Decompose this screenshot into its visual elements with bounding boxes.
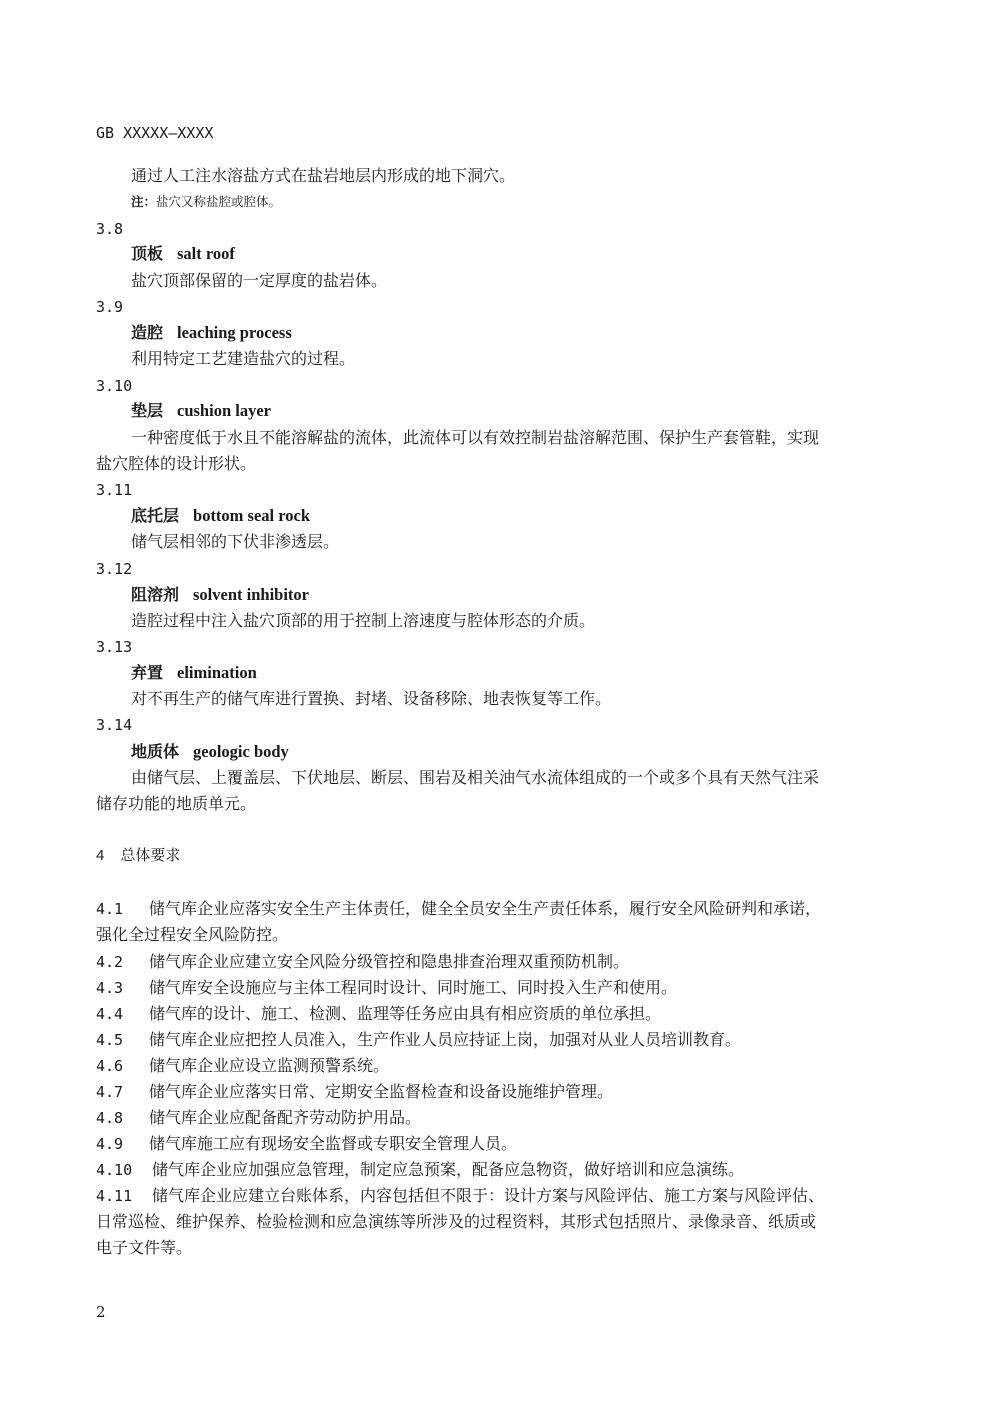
clause: [96, 952, 629, 972]
term-definition-cont: 储存功能的地质单元。: [96, 794, 257, 813]
term-en: leaching process: [177, 323, 292, 342]
clause-text: 储气库企业应落实安全生产主体责任，健全全员安全生产责任体系，履行安全风险研判和承诺，: [149, 899, 822, 918]
clause-number: 4.6: [96, 1057, 124, 1075]
clause: [96, 1030, 741, 1050]
note-text: 盐穴又称盐腔或腔体。: [156, 194, 282, 209]
term-definition: 通过人工注水溶盐方式在盐岩地层内形成的地下洞穴。: [131, 166, 516, 185]
clause: [96, 1004, 661, 1024]
clause-text: 储气库的设计、施工、检测、监理等任务应由具有相应资质的单位承担。: [149, 1004, 662, 1023]
clause-text: 储气库企业应设立监测预警系统。: [149, 1056, 390, 1075]
term-en: cushion layer: [177, 401, 271, 420]
term-number: 3.12: [96, 560, 133, 578]
clause-text-cont: 电子文件等。: [96, 1238, 193, 1257]
term-zh: 阻溶剂: [131, 585, 180, 604]
clause: [96, 1160, 744, 1180]
term-en: solvent inhibitor: [193, 585, 309, 604]
clause: [96, 978, 677, 998]
term-number: 3.14: [96, 716, 133, 734]
clause-number: 4.1: [96, 900, 124, 918]
term-definition-cont: 盐穴腔体的设计形状。: [96, 454, 257, 473]
clause-text: 储气库施工应有现场安全监督或专职安全管理人员。: [149, 1134, 518, 1153]
term-number: 3.8: [96, 220, 124, 238]
term-heading: [131, 742, 289, 762]
clause-number: 4.10: [96, 1161, 133, 1179]
term-heading: [131, 323, 292, 343]
clause-text-cont: 日常巡检、维护保养、检验检测和应急演练等所涉及的过程资料，其形式包括照片、录像录音、纸质或: [96, 1212, 817, 1231]
term-heading: [131, 401, 271, 421]
term-number: 3.9: [96, 298, 124, 316]
term-zh: 顶板: [131, 244, 164, 263]
clause-text: 储气库企业应建立台账体系，内容包括但不限于：设计方案与风险评估、施工方案与风险评估、: [152, 1186, 825, 1205]
clause: [96, 1134, 517, 1154]
section-heading: [96, 846, 180, 866]
term-number: 3.13: [96, 638, 133, 656]
clause: [96, 1108, 421, 1128]
term-heading: [131, 663, 257, 683]
term-number: 3.11: [96, 481, 133, 499]
term-heading: [131, 506, 310, 526]
clause: [96, 1186, 824, 1206]
term-en: bottom seal rock: [193, 506, 311, 525]
clause-text: 储气库企业应建立安全风险分级管控和隐患排查治理双重预防机制。: [149, 952, 630, 971]
term-definition: 由储气层、上覆盖层、下伏地层、断层、围岩及相关油气水流体组成的一个或多个具有天然气注采: [131, 768, 820, 787]
term-en: elimination: [177, 663, 257, 682]
term-number: 3.10: [96, 377, 133, 395]
clause-number: 4.11: [96, 1187, 133, 1205]
term-zh: 造腔: [131, 323, 164, 342]
section-title: 总体要求: [120, 847, 181, 864]
term-definition: 造腔过程中注入盐穴顶部的用于控制上溶速度与腔体形态的介质。: [131, 611, 596, 630]
term-definition: 储气层相邻的下伏非渗透层。: [131, 532, 340, 551]
clause-number: 4.3: [96, 979, 124, 997]
clause-text-cont: 强化全过程安全风险防控。: [96, 925, 289, 944]
term-en: geologic body: [193, 742, 289, 761]
clause-number: 4.7: [96, 1083, 124, 1101]
term-heading: [131, 585, 309, 605]
clause-text: 储气库企业应把控人员准入，生产作业人员应持证上岗，加强对从业人员培训教育。: [149, 1030, 742, 1049]
clause: [96, 1056, 389, 1076]
clause-number: 4.5: [96, 1031, 124, 1049]
clause-number: 4.8: [96, 1109, 124, 1127]
clause-text: 储气库企业应配备配齐劳动防护用品。: [149, 1108, 422, 1127]
clause: [96, 899, 821, 919]
clause: [96, 1082, 613, 1102]
clause-number: 4.4: [96, 1005, 124, 1023]
page-number: 2: [96, 1303, 106, 1321]
standard-code: GB XXXXX—XXXX: [96, 124, 214, 142]
clause-text: 储气库企业应加强应急管理，制定应急预案，配备应急物资，做好培训和应急演练。: [152, 1160, 745, 1179]
clause-number: 4.9: [96, 1135, 124, 1153]
term-note: [131, 192, 281, 212]
note-label: 注：: [131, 194, 157, 209]
term-definition: 对不再生产的储气库进行置换、封堵、设备移除、地表恢复等工作。: [131, 689, 612, 708]
term-definition: 利用特定工艺建造盐穴的过程。: [131, 349, 356, 368]
term-definition: 盐穴顶部保留的一定厚度的盐岩体。: [131, 271, 388, 290]
clause-number: 4.2: [96, 953, 124, 971]
term-zh: 弃置: [131, 663, 164, 682]
term-definition: 一种密度低于水且不能溶解盐的流体，此流体可以有效控制岩盐溶解范围、保护生产套管鞋，实现: [131, 428, 820, 447]
clause-text: 储气库安全设施应与主体工程同时设计、同时施工、同时投入生产和使用。: [149, 978, 678, 997]
clause-text: 储气库企业应落实日常、定期安全监督检查和设备设施维护管理。: [149, 1082, 614, 1101]
term-zh: 垫层: [131, 401, 164, 420]
section-number: 4: [96, 847, 105, 864]
term-zh: 底托层: [131, 506, 180, 525]
term-zh: 地质体: [131, 742, 180, 761]
term-en: salt roof: [177, 244, 235, 263]
term-heading: [131, 244, 235, 264]
